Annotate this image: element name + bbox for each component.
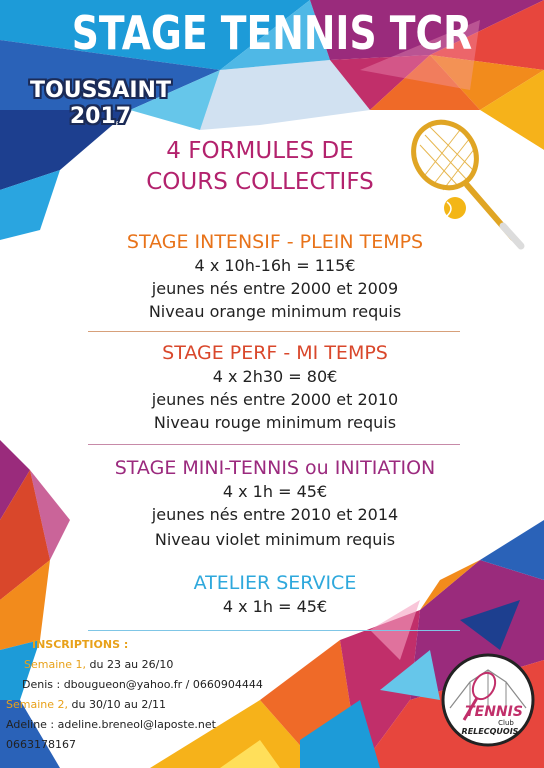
divider	[88, 331, 460, 332]
formula-price: 4 x 1h = 45€	[222, 482, 328, 501]
season-name: TOUSSAINT	[30, 78, 171, 103]
formula-atelier-service	[85, 571, 465, 618]
formula-name: ATELIER SERVICE	[193, 572, 357, 594]
formula-perf	[85, 341, 465, 434]
season-label	[18, 78, 183, 130]
headline	[90, 136, 430, 198]
week-1	[6, 656, 263, 674]
formula-name: STAGE INTENSIF - PLEIN TEMPS	[126, 231, 424, 253]
week-2-label: Semaine 2,	[6, 698, 68, 711]
formula-price: 4 x 1h = 45€	[222, 597, 328, 616]
formula-mini-tennis	[85, 456, 465, 551]
formula-ages: jeunes nés entre 2000 et 2009	[151, 279, 399, 298]
formula-price: 4 x 2h30 = 80€	[212, 367, 338, 386]
formula-name: STAGE PERF - MI TEMPS	[162, 342, 388, 364]
formula-intensif	[85, 230, 465, 323]
formula-name: STAGE MINI-TENNIS ou INITIATION	[114, 457, 436, 479]
formula-level: Niveau rouge minimum requis	[153, 413, 397, 432]
week-1-dates: du 23 au 26/10	[86, 658, 174, 671]
contact-adeline: Adeline : adeline.breneol@laposte.net	[6, 718, 216, 731]
phone-adeline: 0663178167	[6, 738, 76, 751]
formula-ages: jeunes nés entre 2000 et 2010	[151, 390, 399, 409]
formula-ages: jeunes nés entre 2010 et 2014	[151, 505, 399, 524]
inscriptions-heading: INSCRIPTIONS :	[32, 638, 129, 651]
season-year: 2017	[69, 104, 132, 129]
logo-text-relecquois: RELECQUOIS	[461, 727, 519, 736]
headline-line-2: COURS COLLECTIFS	[146, 169, 374, 195]
inscriptions-section	[6, 636, 263, 754]
club-logo	[440, 652, 536, 748]
contact-denis: Denis : dbougueon@yahoo.fr / 0660904444	[22, 678, 263, 691]
logo-text-club: Club	[498, 719, 514, 727]
week-1-label: Semaine 1,	[24, 658, 86, 671]
divider	[88, 630, 460, 631]
poster-title: STAGE TENNIS TCR	[71, 6, 473, 60]
week-2-dates: du 30/10 au 2/11	[68, 698, 167, 711]
week-2	[6, 696, 263, 714]
formula-level: Niveau violet minimum requis	[154, 530, 396, 549]
formula-price: 4 x 10h-16h = 115€	[194, 256, 356, 275]
formula-level: Niveau orange minimum requis	[148, 302, 402, 321]
headline-line-1: 4 FORMULES DE	[166, 138, 354, 164]
divider	[88, 444, 460, 445]
logo-text-tennis: TENNIS	[465, 704, 523, 720]
